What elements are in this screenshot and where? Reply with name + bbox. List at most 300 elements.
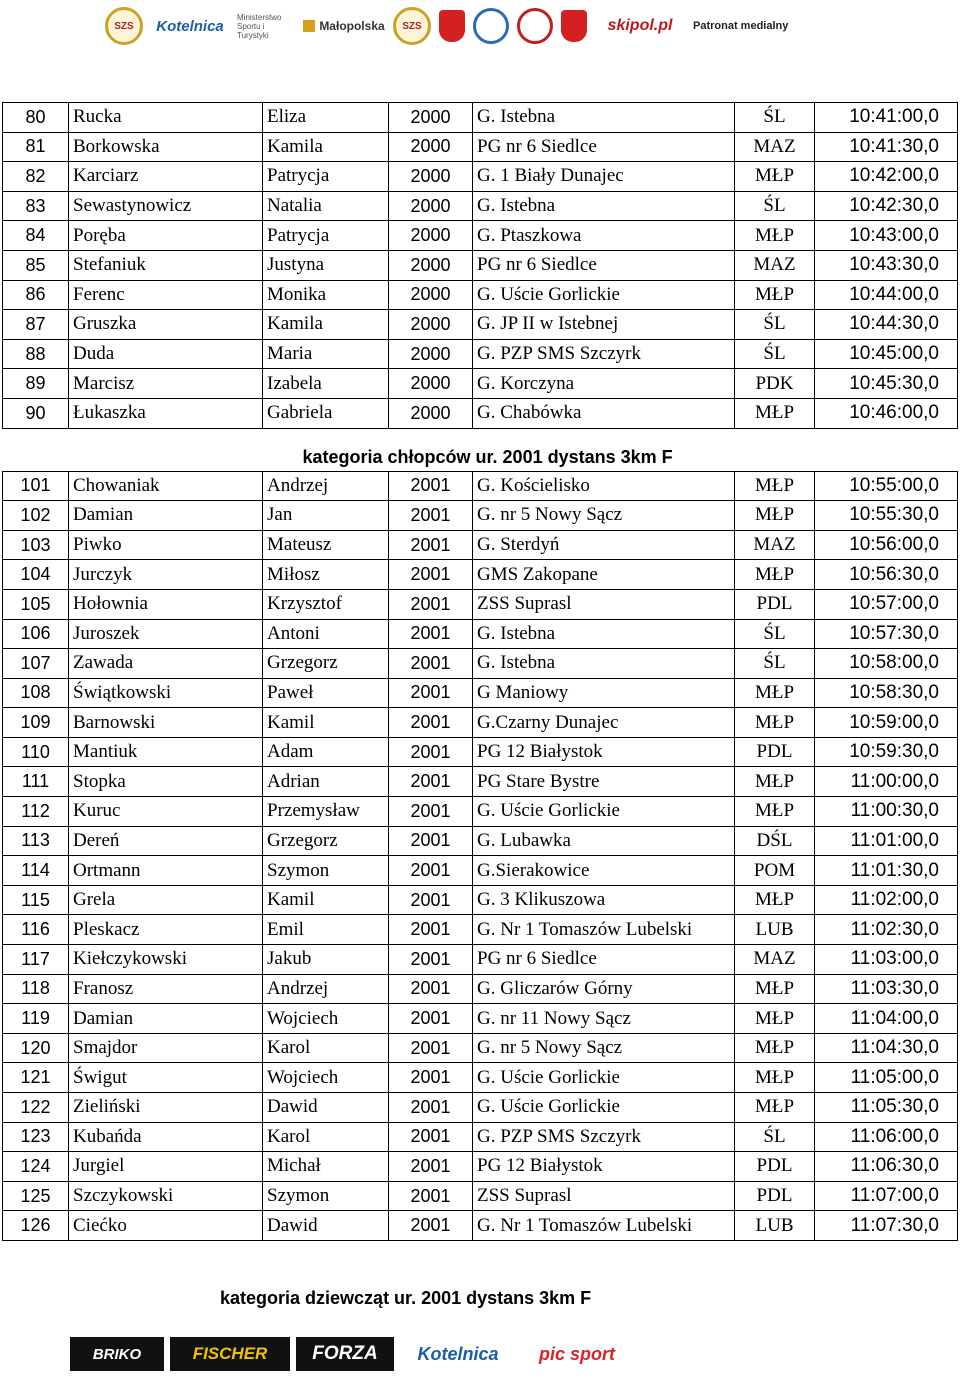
region-cell: ŚL	[735, 103, 815, 133]
table-row	[3, 885, 958, 915]
birth-year-cell: 2001	[389, 1181, 473, 1211]
table-row	[3, 103, 958, 133]
school-cell: PG Stare Bystre	[473, 767, 735, 797]
surname-cell: Łukaszka	[69, 398, 263, 428]
malopolska-logo	[303, 8, 385, 44]
region-cell: ŚL	[735, 619, 815, 649]
first-name-cell: Justyna	[263, 250, 389, 280]
school-cell: G. PZP SMS Szczyrk	[473, 1122, 735, 1152]
school-cell: G. 3 Klikuszowa	[473, 885, 735, 915]
school-cell: ZSS Suprasl	[473, 1181, 735, 1211]
first-name-cell: Patrycja	[263, 221, 389, 251]
table-row	[3, 221, 958, 251]
region-cell: MŁP	[735, 471, 815, 501]
first-name-cell: Gabriela	[263, 398, 389, 428]
table-row	[3, 310, 958, 340]
region-cell: MŁP	[735, 767, 815, 797]
start-number-cell: 102	[3, 501, 69, 531]
surname-cell: Szczykowski	[69, 1181, 263, 1211]
start-time-cell: 11:04:30,0	[815, 1033, 958, 1063]
birth-year-cell: 2000	[389, 250, 473, 280]
region-cell: MŁP	[735, 885, 815, 915]
table-row	[3, 1181, 958, 1211]
crest-logo-4	[561, 10, 587, 42]
table-row	[3, 132, 958, 162]
surname-cell: Karciarz	[69, 162, 263, 192]
table-row	[3, 501, 958, 531]
table-row	[3, 649, 958, 679]
school-cell: GMS Zakopane	[473, 560, 735, 590]
surname-cell: Stopka	[69, 767, 263, 797]
start-number-cell: 125	[3, 1181, 69, 1211]
table-row	[3, 1211, 958, 1241]
school-cell: G. Uście Gorlickie	[473, 1063, 735, 1093]
region-cell: MŁP	[735, 280, 815, 310]
malopolska-logo-text: Małopolska	[319, 19, 385, 33]
birth-year-cell: 2001	[389, 915, 473, 945]
surname-cell: Jurgiel	[69, 1152, 263, 1182]
crest-logo-3	[517, 8, 553, 44]
first-name-cell: Kamila	[263, 310, 389, 340]
table-row	[3, 974, 958, 1004]
first-name-cell: Paweł	[263, 678, 389, 708]
school-cell: G. Uście Gorlickie	[473, 1093, 735, 1123]
table-row	[3, 945, 958, 975]
table-row	[3, 737, 958, 767]
region-cell: MAZ	[735, 530, 815, 560]
region-cell: LUB	[735, 1211, 815, 1241]
region-cell: ŚL	[735, 1122, 815, 1152]
first-name-cell: Kamila	[263, 132, 389, 162]
surname-cell: Świątkowski	[69, 678, 263, 708]
first-name-cell: Andrzej	[263, 471, 389, 501]
first-name-cell: Wojciech	[263, 1063, 389, 1093]
start-number-cell: 123	[3, 1122, 69, 1152]
sponsor-logo-strip	[70, 1334, 640, 1374]
start-time-cell: 10:57:30,0	[815, 619, 958, 649]
category-boys-2001-section	[3, 428, 958, 471]
school-cell: G. PZP SMS Szczyrk	[473, 339, 735, 369]
birth-year-cell: 2000	[389, 191, 473, 221]
girls-2000-rows	[3, 103, 958, 429]
first-name-cell: Patrycja	[263, 162, 389, 192]
birth-year-cell: 2001	[389, 619, 473, 649]
school-cell: PG 12 Białystok	[473, 1152, 735, 1182]
birth-year-cell: 2001	[389, 885, 473, 915]
start-time-cell: 10:55:30,0	[815, 501, 958, 531]
start-number-cell: 120	[3, 1033, 69, 1063]
start-time-cell: 10:42:30,0	[815, 191, 958, 221]
start-time-cell: 10:56:00,0	[815, 530, 958, 560]
region-cell: PDL	[735, 589, 815, 619]
category-girls-2001-label: kategoria dziewcząt ur. 2001 dystans 3km F	[220, 1288, 592, 1308]
school-cell: G. Istebna	[473, 103, 735, 133]
start-time-cell: 11:04:00,0	[815, 1004, 958, 1034]
school-cell: PG nr 6 Siedlce	[473, 250, 735, 280]
start-number-cell: 81	[3, 132, 69, 162]
first-name-cell: Kamil	[263, 708, 389, 738]
birth-year-cell: 2000	[389, 162, 473, 192]
surname-cell: Jurczyk	[69, 560, 263, 590]
first-name-cell: Emil	[263, 915, 389, 945]
birth-year-cell: 2001	[389, 737, 473, 767]
school-cell: G. Istebna	[473, 619, 735, 649]
start-number-cell: 104	[3, 560, 69, 590]
first-name-cell: Grzegorz	[263, 649, 389, 679]
surname-cell: Zawada	[69, 649, 263, 679]
region-cell: LUB	[735, 915, 815, 945]
region-cell: PDK	[735, 369, 815, 399]
birth-year-cell: 2001	[389, 1004, 473, 1034]
school-cell: ZSS Suprasl	[473, 589, 735, 619]
table-row	[3, 678, 958, 708]
start-number-cell: 86	[3, 280, 69, 310]
school-cell: G. Uście Gorlickie	[473, 280, 735, 310]
birth-year-cell: 2001	[389, 945, 473, 975]
start-time-cell: 10:44:30,0	[815, 310, 958, 340]
start-time-cell: 11:01:30,0	[815, 856, 958, 886]
table-row	[3, 797, 958, 827]
category-boys-2001-label: kategoria chłopców ur. 2001 dystans 3km F	[302, 446, 673, 467]
birth-year-cell: 2001	[389, 1152, 473, 1182]
start-number-cell: 80	[3, 103, 69, 133]
birth-year-cell: 2001	[389, 1093, 473, 1123]
start-number-cell: 105	[3, 589, 69, 619]
birth-year-cell: 2001	[389, 678, 473, 708]
surname-cell: Rucka	[69, 103, 263, 133]
table-row	[3, 856, 958, 886]
start-time-cell: 10:44:00,0	[815, 280, 958, 310]
region-cell: PDL	[735, 1152, 815, 1182]
start-time-cell: 10:42:00,0	[815, 162, 958, 192]
start-time-cell: 10:58:00,0	[815, 649, 958, 679]
school-cell: G. Uście Gorlickie	[473, 797, 735, 827]
surname-cell: Marcisz	[69, 369, 263, 399]
crest-logo	[439, 10, 465, 42]
first-name-cell: Wojciech	[263, 1004, 389, 1034]
first-name-cell: Jakub	[263, 945, 389, 975]
szs-logo: SZS	[105, 7, 143, 45]
table-row	[3, 826, 958, 856]
region-cell: MAZ	[735, 132, 815, 162]
region-cell: MŁP	[735, 1033, 815, 1063]
birth-year-cell: 2001	[389, 560, 473, 590]
region-cell: PDL	[735, 737, 815, 767]
first-name-cell: Eliza	[263, 103, 389, 133]
region-cell: MŁP	[735, 398, 815, 428]
start-time-cell: 11:03:30,0	[815, 974, 958, 1004]
start-time-cell: 10:43:00,0	[815, 221, 958, 251]
first-name-cell: Karol	[263, 1033, 389, 1063]
first-name-cell: Andrzej	[263, 974, 389, 1004]
region-cell: MŁP	[735, 1063, 815, 1093]
school-cell: G. Lubawka	[473, 826, 735, 856]
start-number-cell: 107	[3, 649, 69, 679]
birth-year-cell: 2000	[389, 132, 473, 162]
birth-year-cell: 2001	[389, 856, 473, 886]
surname-cell: Piwko	[69, 530, 263, 560]
school-cell: G.Sierakowice	[473, 856, 735, 886]
surname-cell: Grela	[69, 885, 263, 915]
surname-cell: Kiełczykowski	[69, 945, 263, 975]
start-number-cell: 122	[3, 1093, 69, 1123]
start-number-cell: 106	[3, 619, 69, 649]
school-cell: G. nr 5 Nowy Sącz	[473, 1033, 735, 1063]
start-time-cell: 11:06:30,0	[815, 1152, 958, 1182]
region-cell: ŚL	[735, 310, 815, 340]
start-time-cell: 10:41:30,0	[815, 132, 958, 162]
birth-year-cell: 2001	[389, 1033, 473, 1063]
start-number-cell: 119	[3, 1004, 69, 1034]
forza-logo: FORZA	[296, 1337, 394, 1371]
surname-cell: Stefaniuk	[69, 250, 263, 280]
region-cell: MAZ	[735, 945, 815, 975]
first-name-cell: Szymon	[263, 856, 389, 886]
school-cell: PG nr 6 Siedlce	[473, 132, 735, 162]
start-number-cell: 115	[3, 885, 69, 915]
first-name-cell: Michał	[263, 1152, 389, 1182]
birth-year-cell: 2001	[389, 767, 473, 797]
table-row	[3, 708, 958, 738]
start-number-cell: 111	[3, 767, 69, 797]
start-number-cell: 101	[3, 471, 69, 501]
table-row	[3, 1063, 958, 1093]
surname-cell: Kubańda	[69, 1122, 263, 1152]
school-cell: G. Istebna	[473, 649, 735, 679]
first-name-cell: Antoni	[263, 619, 389, 649]
region-cell: MŁP	[735, 221, 815, 251]
birth-year-cell: 2001	[389, 826, 473, 856]
start-time-cell: 11:07:00,0	[815, 1181, 958, 1211]
school-cell: G. 1 Biały Dunajec	[473, 162, 735, 192]
school-cell: G.Czarny Dunajec	[473, 708, 735, 738]
surname-cell: Pleskacz	[69, 915, 263, 945]
region-cell: MŁP	[735, 1004, 815, 1034]
start-time-cell: 10:45:30,0	[815, 369, 958, 399]
start-time-cell: 11:07:30,0	[815, 1211, 958, 1241]
start-time-cell: 11:05:00,0	[815, 1063, 958, 1093]
category-row	[3, 428, 958, 471]
start-number-cell: 90	[3, 398, 69, 428]
surname-cell: Duda	[69, 339, 263, 369]
table-row	[3, 471, 958, 501]
birth-year-cell: 2001	[389, 589, 473, 619]
first-name-cell: Miłosz	[263, 560, 389, 590]
first-name-cell: Kamil	[263, 885, 389, 915]
table-row	[3, 589, 958, 619]
region-cell: MŁP	[735, 560, 815, 590]
start-number-cell: 121	[3, 1063, 69, 1093]
first-name-cell: Monika	[263, 280, 389, 310]
school-cell: G. JP II w Istebnej	[473, 310, 735, 340]
table-row	[3, 1093, 958, 1123]
region-cell: MŁP	[735, 162, 815, 192]
szs-logo-2: SZS	[393, 7, 431, 45]
table-row	[3, 767, 958, 797]
surname-cell: Barnowski	[69, 708, 263, 738]
start-time-cell: 10:56:30,0	[815, 560, 958, 590]
first-name-cell: Krzysztof	[263, 589, 389, 619]
skipol-logo: skipol.pl	[607, 17, 673, 34]
first-name-cell: Adrian	[263, 767, 389, 797]
first-name-cell: Izabela	[263, 369, 389, 399]
start-number-cell: 85	[3, 250, 69, 280]
surname-cell: Franosz	[69, 974, 263, 1004]
school-cell: G. Nr 1 Tomaszów Lubelski	[473, 1211, 735, 1241]
school-cell: G. Istebna	[473, 191, 735, 221]
birth-year-cell: 2000	[389, 398, 473, 428]
birth-year-cell: 2000	[389, 339, 473, 369]
school-cell: G. nr 11 Nowy Sącz	[473, 1004, 735, 1034]
surname-cell: Borkowska	[69, 132, 263, 162]
header-logo-strip	[105, 4, 865, 48]
table-row	[3, 560, 958, 590]
surname-cell: Kuruc	[69, 797, 263, 827]
surname-cell: Dereń	[69, 826, 263, 856]
surname-cell: Hołownia	[69, 589, 263, 619]
region-cell: MŁP	[735, 797, 815, 827]
surname-cell: Zieliński	[69, 1093, 263, 1123]
first-name-cell: Adam	[263, 737, 389, 767]
first-name-cell: Przemysław	[263, 797, 389, 827]
first-name-cell: Dawid	[263, 1211, 389, 1241]
first-name-cell: Grzegorz	[263, 826, 389, 856]
birth-year-cell: 2000	[389, 103, 473, 133]
start-time-cell: 10:57:00,0	[815, 589, 958, 619]
table-row	[3, 339, 958, 369]
start-number-cell: 126	[3, 1211, 69, 1241]
patronat-logo: Patronat medialny	[693, 20, 789, 32]
birth-year-cell: 2001	[389, 974, 473, 1004]
birth-year-cell: 2000	[389, 310, 473, 340]
ministry-logo: Ministerstwo Sportu i Turystyki	[237, 12, 282, 40]
table-row	[3, 369, 958, 399]
table-row	[3, 915, 958, 945]
start-number-cell: 110	[3, 737, 69, 767]
first-name-cell: Dawid	[263, 1093, 389, 1123]
school-cell: G. Korczyna	[473, 369, 735, 399]
birth-year-cell: 2001	[389, 1122, 473, 1152]
region-cell: ŚL	[735, 339, 815, 369]
start-number-cell: 124	[3, 1152, 69, 1182]
region-cell: MŁP	[735, 708, 815, 738]
table-row	[3, 1033, 958, 1063]
crest-logo-2	[473, 8, 509, 44]
start-number-cell: 114	[3, 856, 69, 886]
school-cell: G. Nr 1 Tomaszów Lubelski	[473, 915, 735, 945]
pic-sport-logo: pic sport	[538, 1343, 615, 1364]
start-time-cell: 10:58:30,0	[815, 678, 958, 708]
birth-year-cell: 2001	[389, 1211, 473, 1241]
surname-cell: Ciećko	[69, 1211, 263, 1241]
table-row	[3, 191, 958, 221]
table-row	[3, 1004, 958, 1034]
start-number-cell: 84	[3, 221, 69, 251]
first-name-cell: Maria	[263, 339, 389, 369]
start-time-cell: 11:03:00,0	[815, 945, 958, 975]
start-time-cell: 11:00:00,0	[815, 767, 958, 797]
region-cell: PDL	[735, 1181, 815, 1211]
first-name-cell: Karol	[263, 1122, 389, 1152]
surname-cell: Gruszka	[69, 310, 263, 340]
start-number-cell: 118	[3, 974, 69, 1004]
table-row	[3, 619, 958, 649]
table-row	[3, 1152, 958, 1182]
surname-cell: Smajdor	[69, 1033, 263, 1063]
region-cell: MAZ	[735, 250, 815, 280]
birth-year-cell: 2000	[389, 280, 473, 310]
school-cell: G. Chabówka	[473, 398, 735, 428]
school-cell: G. Ptaszkowa	[473, 221, 735, 251]
surname-cell: Chowaniak	[69, 471, 263, 501]
surname-cell: Ortmann	[69, 856, 263, 886]
start-number-cell: 112	[3, 797, 69, 827]
start-time-cell: 10:41:00,0	[815, 103, 958, 133]
school-cell: G Maniowy	[473, 678, 735, 708]
region-cell: ŚL	[735, 191, 815, 221]
start-number-cell: 103	[3, 530, 69, 560]
start-time-cell: 10:45:00,0	[815, 339, 958, 369]
school-cell: G. nr 5 Nowy Sącz	[473, 501, 735, 531]
start-number-cell: 113	[3, 826, 69, 856]
start-time-cell: 11:02:30,0	[815, 915, 958, 945]
birth-year-cell: 2001	[389, 797, 473, 827]
surname-cell: Damian	[69, 1004, 263, 1034]
region-cell: MŁP	[735, 1093, 815, 1123]
surname-cell: Ferenc	[69, 280, 263, 310]
first-name-cell: Mateusz	[263, 530, 389, 560]
briko-logo: BRIKO	[70, 1337, 164, 1371]
region-cell: POM	[735, 856, 815, 886]
start-number-cell: 116	[3, 915, 69, 945]
start-number-cell: 108	[3, 678, 69, 708]
birth-year-cell: 2000	[389, 369, 473, 399]
start-number-cell: 109	[3, 708, 69, 738]
region-cell: DŚL	[735, 826, 815, 856]
surname-cell: Juroszek	[69, 619, 263, 649]
start-time-cell: 11:05:30,0	[815, 1093, 958, 1123]
start-number-cell: 117	[3, 945, 69, 975]
birth-year-cell: 2001	[389, 530, 473, 560]
region-cell: MŁP	[735, 678, 815, 708]
surname-cell: Świgut	[69, 1063, 263, 1093]
first-name-cell: Natalia	[263, 191, 389, 221]
school-cell: G. Gliczarów Górny	[473, 974, 735, 1004]
birth-year-cell: 2000	[389, 221, 473, 251]
region-cell: MŁP	[735, 501, 815, 531]
school-cell: PG nr 6 Siedlce	[473, 945, 735, 975]
kotelnica-logo: Kotelnica	[156, 17, 224, 35]
boys-2001-rows	[3, 471, 958, 1240]
birth-year-cell: 2001	[389, 501, 473, 531]
start-time-cell: 11:01:00,0	[815, 826, 958, 856]
birth-year-cell: 2001	[389, 471, 473, 501]
kotelnica-logo-2: Kotelnica	[417, 1343, 499, 1364]
fischer-logo: FISCHER	[170, 1337, 290, 1371]
start-time-cell: 10:59:30,0	[815, 737, 958, 767]
surname-cell: Mantiuk	[69, 737, 263, 767]
surname-cell: Poręba	[69, 221, 263, 251]
start-time-cell: 11:02:00,0	[815, 885, 958, 915]
region-cell: ŚL	[735, 649, 815, 679]
first-name-cell: Jan	[263, 501, 389, 531]
surname-cell: Damian	[69, 501, 263, 531]
results-table	[2, 102, 958, 1241]
start-time-cell: 11:06:00,0	[815, 1122, 958, 1152]
start-time-cell: 10:55:00,0	[815, 471, 958, 501]
surname-cell: Sewastynowicz	[69, 191, 263, 221]
table-row	[3, 1122, 958, 1152]
